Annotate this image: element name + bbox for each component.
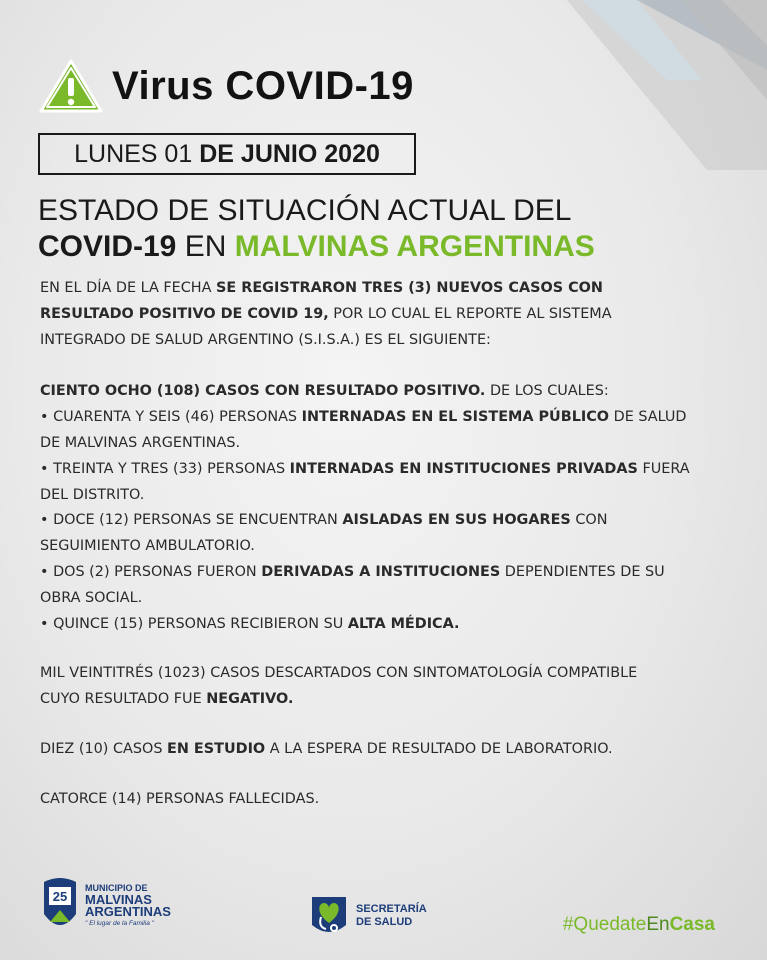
- svg-text:25: 25: [52, 889, 68, 904]
- salud-line2: DE SALUD: [356, 916, 413, 928]
- text-bold: DERIVADAS A INSTITUCIONES: [261, 563, 501, 580]
- date-box: [38, 133, 416, 175]
- muni-line1: MUNICIPIO DE: [85, 883, 148, 893]
- municipal-crest-icon: [40, 874, 80, 938]
- text-bold: INTERNADAS EN EL SISTEMA PÚBLICO: [301, 409, 610, 426]
- text: POR LO CUAL EL REPORTE AL SISTEMA: [333, 305, 612, 322]
- hashtag: [563, 914, 715, 936]
- text: OBRA SOCIAL.: [40, 589, 143, 606]
- muni-line3: ARGENTINAS: [85, 904, 171, 919]
- text: CUYO RESULTADO FUE: [40, 691, 202, 708]
- municipio-logo: [40, 874, 171, 938]
- hashtag-part: En: [646, 914, 670, 935]
- text: EN EL DÍA DE LA FECHA: [40, 280, 212, 296]
- text: • DOCE (12) PERSONAS SE ENCUENTRAN: [40, 512, 338, 529]
- text: CATORCE (14) PERSONAS FALLECIDAS.: [40, 790, 320, 807]
- text: FUERA: [642, 460, 690, 477]
- hashtag-part: #Quedate: [562, 914, 647, 935]
- report-body: [40, 276, 720, 813]
- list-item: [40, 560, 720, 586]
- list-item: [40, 457, 720, 483]
- list-item: [40, 405, 720, 431]
- hashtag-part: Casa: [669, 914, 715, 935]
- secretaria-salud-logo: [310, 895, 427, 937]
- text: INTEGRADO DE SALUD ARGENTINO (S.I.S.A.) ES EL SIGUIENTE:: [40, 331, 491, 348]
- text: DEL DISTRITO.: [40, 486, 145, 503]
- corner-decoration: [467, 0, 767, 170]
- list-item-cont: [40, 483, 720, 509]
- muni-line2: MALVINAS: [85, 892, 152, 907]
- headline-covid: COVID-19: [38, 230, 177, 263]
- page-title: Virus COVID-19: [112, 63, 414, 108]
- headline-en: EN: [184, 230, 227, 263]
- text-bold: CIENTO OCHO (108) CASOS CON RESULTADO POSITIVO.: [40, 383, 486, 400]
- list-item-cont: [40, 431, 720, 457]
- text: DE MALVINAS ARGENTINAS.: [40, 434, 241, 451]
- heart-stethoscope-icon: [310, 895, 348, 937]
- warning-triangle-icon: [38, 58, 104, 114]
- paragraph-line: [40, 276, 720, 302]
- list-item-cont: [40, 534, 720, 560]
- text: DIEZ (10) CASOS: [40, 740, 163, 757]
- text-bold: ALTA MÉDICA.: [347, 615, 460, 632]
- text: DEPENDIENTES DE SU: [504, 563, 665, 580]
- paragraph-line: [40, 661, 720, 687]
- text: • TREINTA Y TRES (33) PERSONAS: [40, 460, 286, 477]
- paragraph-line: [40, 787, 720, 813]
- paragraph-line: [40, 379, 720, 405]
- muni-tagline: " El lugar de la Familia ": [85, 920, 154, 927]
- date-month-year: DE JUNIO 2020: [199, 139, 380, 168]
- text: • DOS (2) PERSONAS FUERON: [40, 563, 257, 580]
- text: DE SALUD: [613, 409, 687, 426]
- paragraph-line: [40, 687, 720, 713]
- text: SEGUIMIENTO AMBULATORIO.: [40, 538, 255, 555]
- text-bold: SE REGISTRARON TRES (3) NUEVOS CASOS CON: [216, 280, 603, 296]
- list-item: [40, 508, 720, 534]
- headline: [38, 193, 595, 265]
- headline-place: MALVINAS ARGENTINAS: [234, 230, 595, 263]
- text-bold: EN ESTUDIO: [167, 740, 266, 757]
- text: DE LOS CUALES:: [489, 383, 609, 400]
- text: CON: [575, 512, 608, 529]
- list-item-cont: [40, 586, 720, 612]
- text-bold: INTERNADAS EN INSTITUCIONES PRIVADAS: [289, 460, 638, 477]
- paragraph-line: [40, 328, 720, 354]
- text-bold: AISLADAS EN SUS HOGARES: [342, 512, 571, 529]
- text-bold: RESULTADO POSITIVO DE COVID 19,: [40, 305, 329, 322]
- paragraph-line: [40, 737, 720, 763]
- date-weekday: LUNES 01: [74, 139, 193, 168]
- salud-line1: SECRETARÍA: [356, 903, 427, 915]
- text-bold: NEGATIVO.: [206, 691, 294, 708]
- paragraph-line: [40, 302, 720, 328]
- text: MIL VEINTITRÉS (1023) CASOS DESCARTADOS CON SINTOMATOLOGÍA COMPATIBLE: [40, 665, 638, 682]
- text: A LA ESPERA DE RESULTADO DE LABORATORIO.: [269, 740, 613, 757]
- text: • QUINCE (15) PERSONAS RECIBIERON SU: [40, 615, 344, 632]
- headline-line1: ESTADO DE SITUACIÓN ACTUAL DEL: [38, 194, 572, 227]
- text: • CUARENTA Y SEIS (46) PERSONAS: [40, 409, 298, 426]
- header: [38, 58, 414, 114]
- list-item: [40, 612, 720, 638]
